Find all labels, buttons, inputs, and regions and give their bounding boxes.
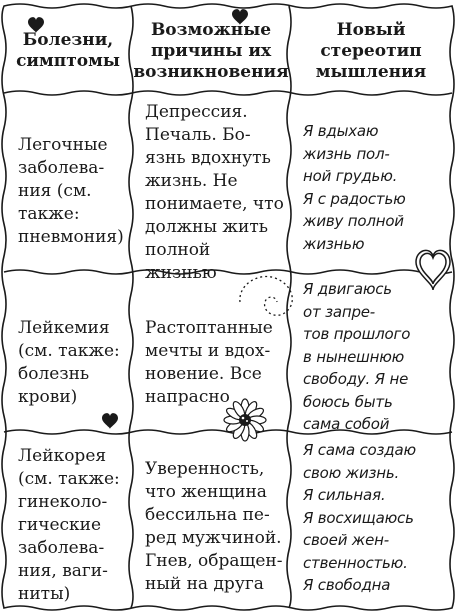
row-1-cause: Депрессия. Печаль. Бо- язнь вдохнуть жизнь. Не понимаете, что должны жить полной жизнью [145,102,284,283]
row-1-thought: Я вдыхаю жизнь пол- ной грудью. Я с радостью живу полной жизнью [303,122,406,253]
row-2-cause: Растоптанные мечты и вдох- новение. Все напрасно [145,318,273,407]
header-diseases-text: Болезни, симптомы [16,30,120,71]
header-causes-text: Возможные причины их возникновения [133,19,289,82]
header-new-thinking-text: Новый стереотип мышления [315,19,427,82]
row-1-disease: Легочные заболева- ния (см. также: пневмония) [18,135,124,247]
row-3-disease: Лейкорея (см. также: гинеколо- гические заболева- ния, ваги- ниты) [18,446,120,604]
row-2-thought: Я двигаюсь от запре- тов прошлого в нынешнюю свободу. Я не боюсь быть сама собой [303,280,411,433]
row-3-thought: Я сама создаю свою жизнь. Я сильная. Я восхищаюсь своей жен- ственностью. Я свободна [303,441,416,594]
header-diseases [8,12,128,90]
header-causes [135,12,287,90]
row-2-disease: Лейкемия (см. также: болезнь крови) [18,318,120,407]
header-new-thinking [293,12,449,90]
row-3-cause: Уверенность, что женщина бессильна пе- ред мужчиной. Гнев, обращен- ный на друга [145,459,283,594]
